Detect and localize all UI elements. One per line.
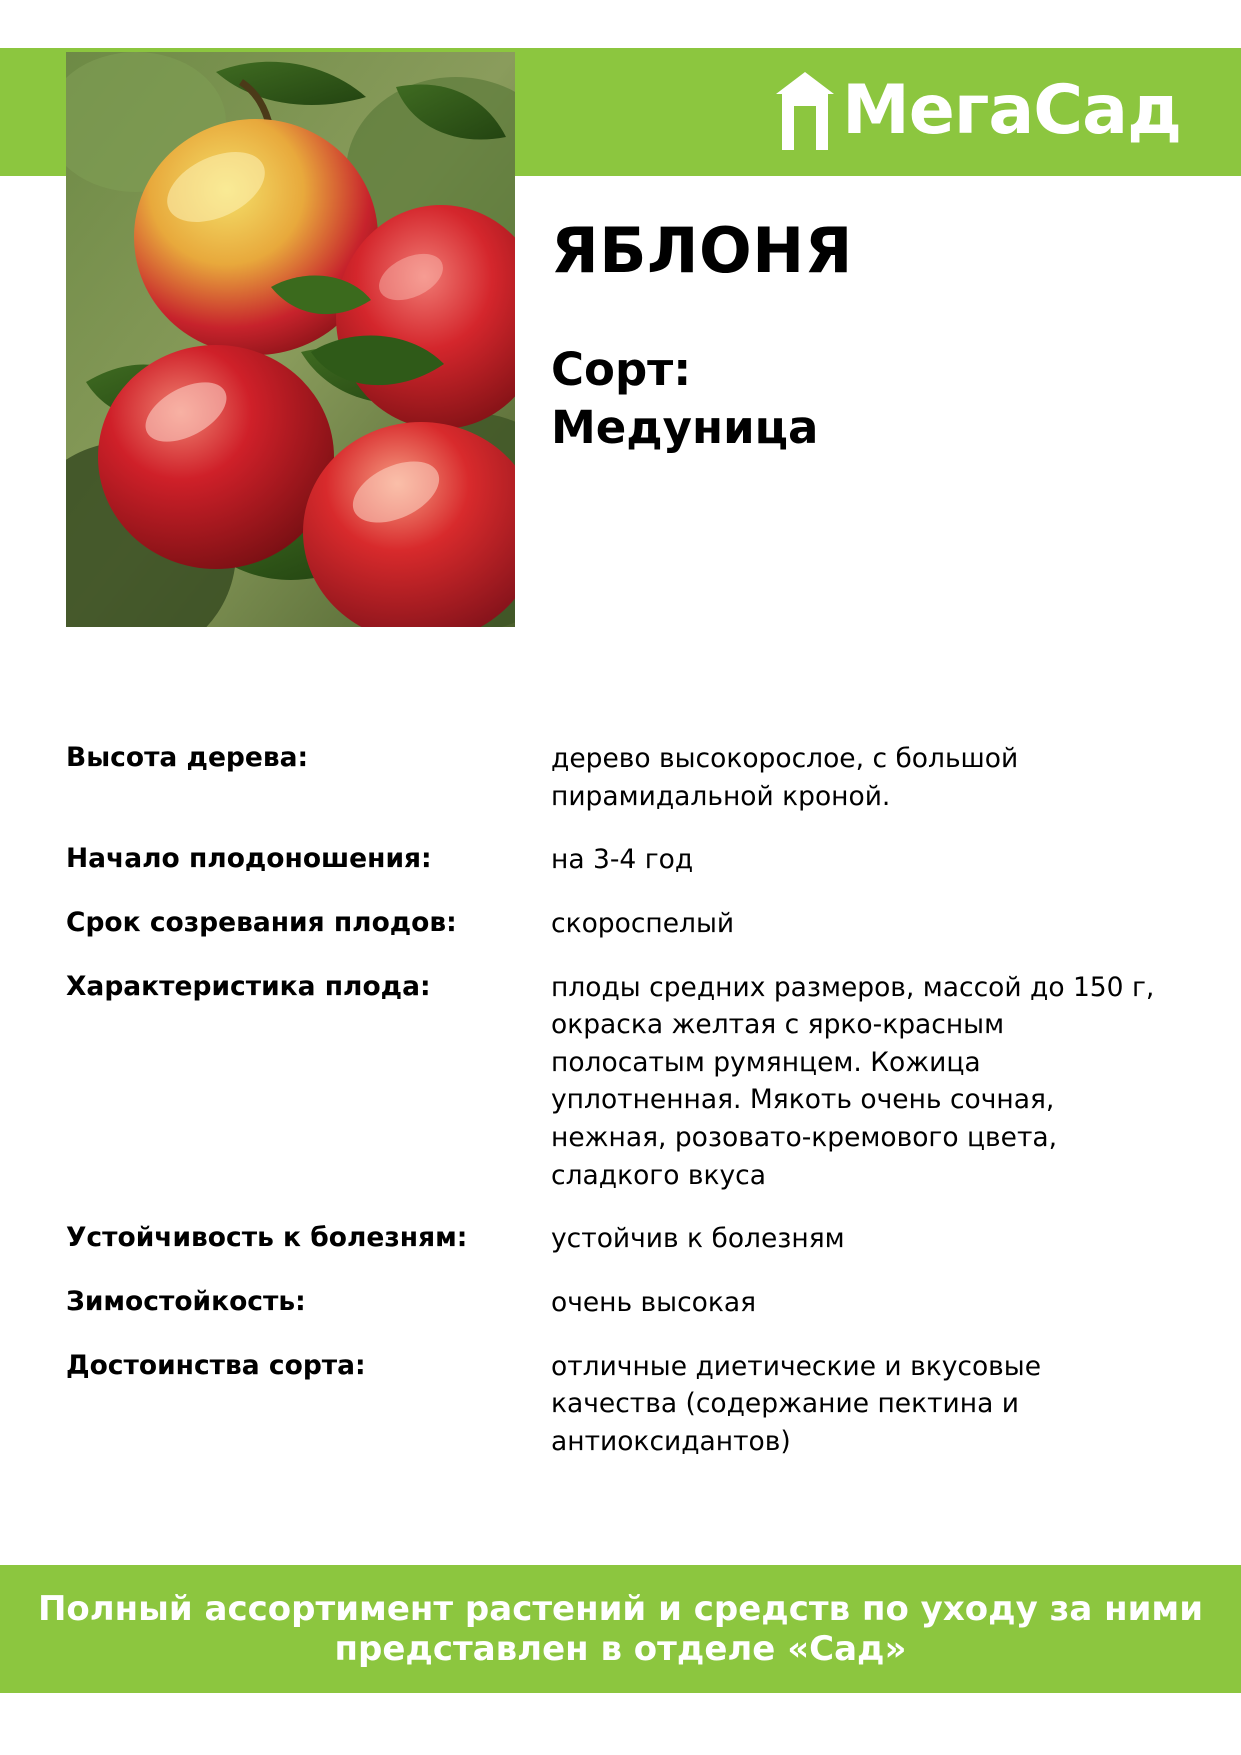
spec-table	[66, 740, 1156, 1486]
spec-value: устойчив к болезням	[551, 1223, 845, 1255]
spec-label: Высота дерева:	[66, 742, 309, 773]
spec-value: плоды средних размеров, массой до 150 г, окраска желтая с ярко-красным полосатым румянцем. Кожица уплотненная. Мякоть очень сочная, нежная, розовато-кремового цвета, сладкого вкуса	[551, 971, 1155, 1191]
spec-label: Срок созревания плодов:	[66, 906, 457, 938]
table-row	[66, 841, 1156, 879]
spec-label: Устойчивость к болезням:	[66, 1222, 468, 1254]
apples-photo	[66, 52, 515, 627]
footer-line-1: Полный ассортимент растений и средств по уходу за ними	[37, 1588, 1204, 1629]
spec-value: на 3-4 год	[551, 844, 694, 876]
footer-band	[0, 1565, 1241, 1693]
spec-label: Характеристика плода:	[66, 970, 431, 1002]
brand-logo	[774, 70, 1181, 152]
table-row	[66, 740, 1156, 815]
title-block	[551, 214, 1191, 456]
brand-name: МегаСад	[842, 71, 1181, 150]
spec-value: скороспелый	[551, 907, 735, 939]
spec-label: Достоинства сорта:	[66, 1349, 366, 1381]
spec-value: очень высокая	[551, 1286, 757, 1318]
table-row	[66, 1220, 1156, 1258]
spec-value: отличные диетические и вкусовые качества (содержание пектина и антиоксидантов)	[551, 1350, 1042, 1457]
variety-label: Сорт:	[551, 343, 692, 397]
table-row	[66, 905, 1156, 943]
table-row	[66, 1348, 1156, 1461]
footer-line-2: представлен в отделе «Сад»	[334, 1629, 907, 1669]
house-icon	[774, 70, 836, 152]
spec-label: Начало плодоношения:	[66, 843, 432, 875]
variety-name: Медуница	[551, 400, 819, 454]
table-row	[66, 1284, 1156, 1322]
spec-label: Зимостойкость:	[66, 1285, 306, 1317]
spec-value: дерево высокорослое, с большой пирамидальной кроной.	[551, 743, 1019, 812]
page-title: ЯБЛОНЯ	[551, 214, 853, 287]
table-row	[66, 969, 1156, 1195]
